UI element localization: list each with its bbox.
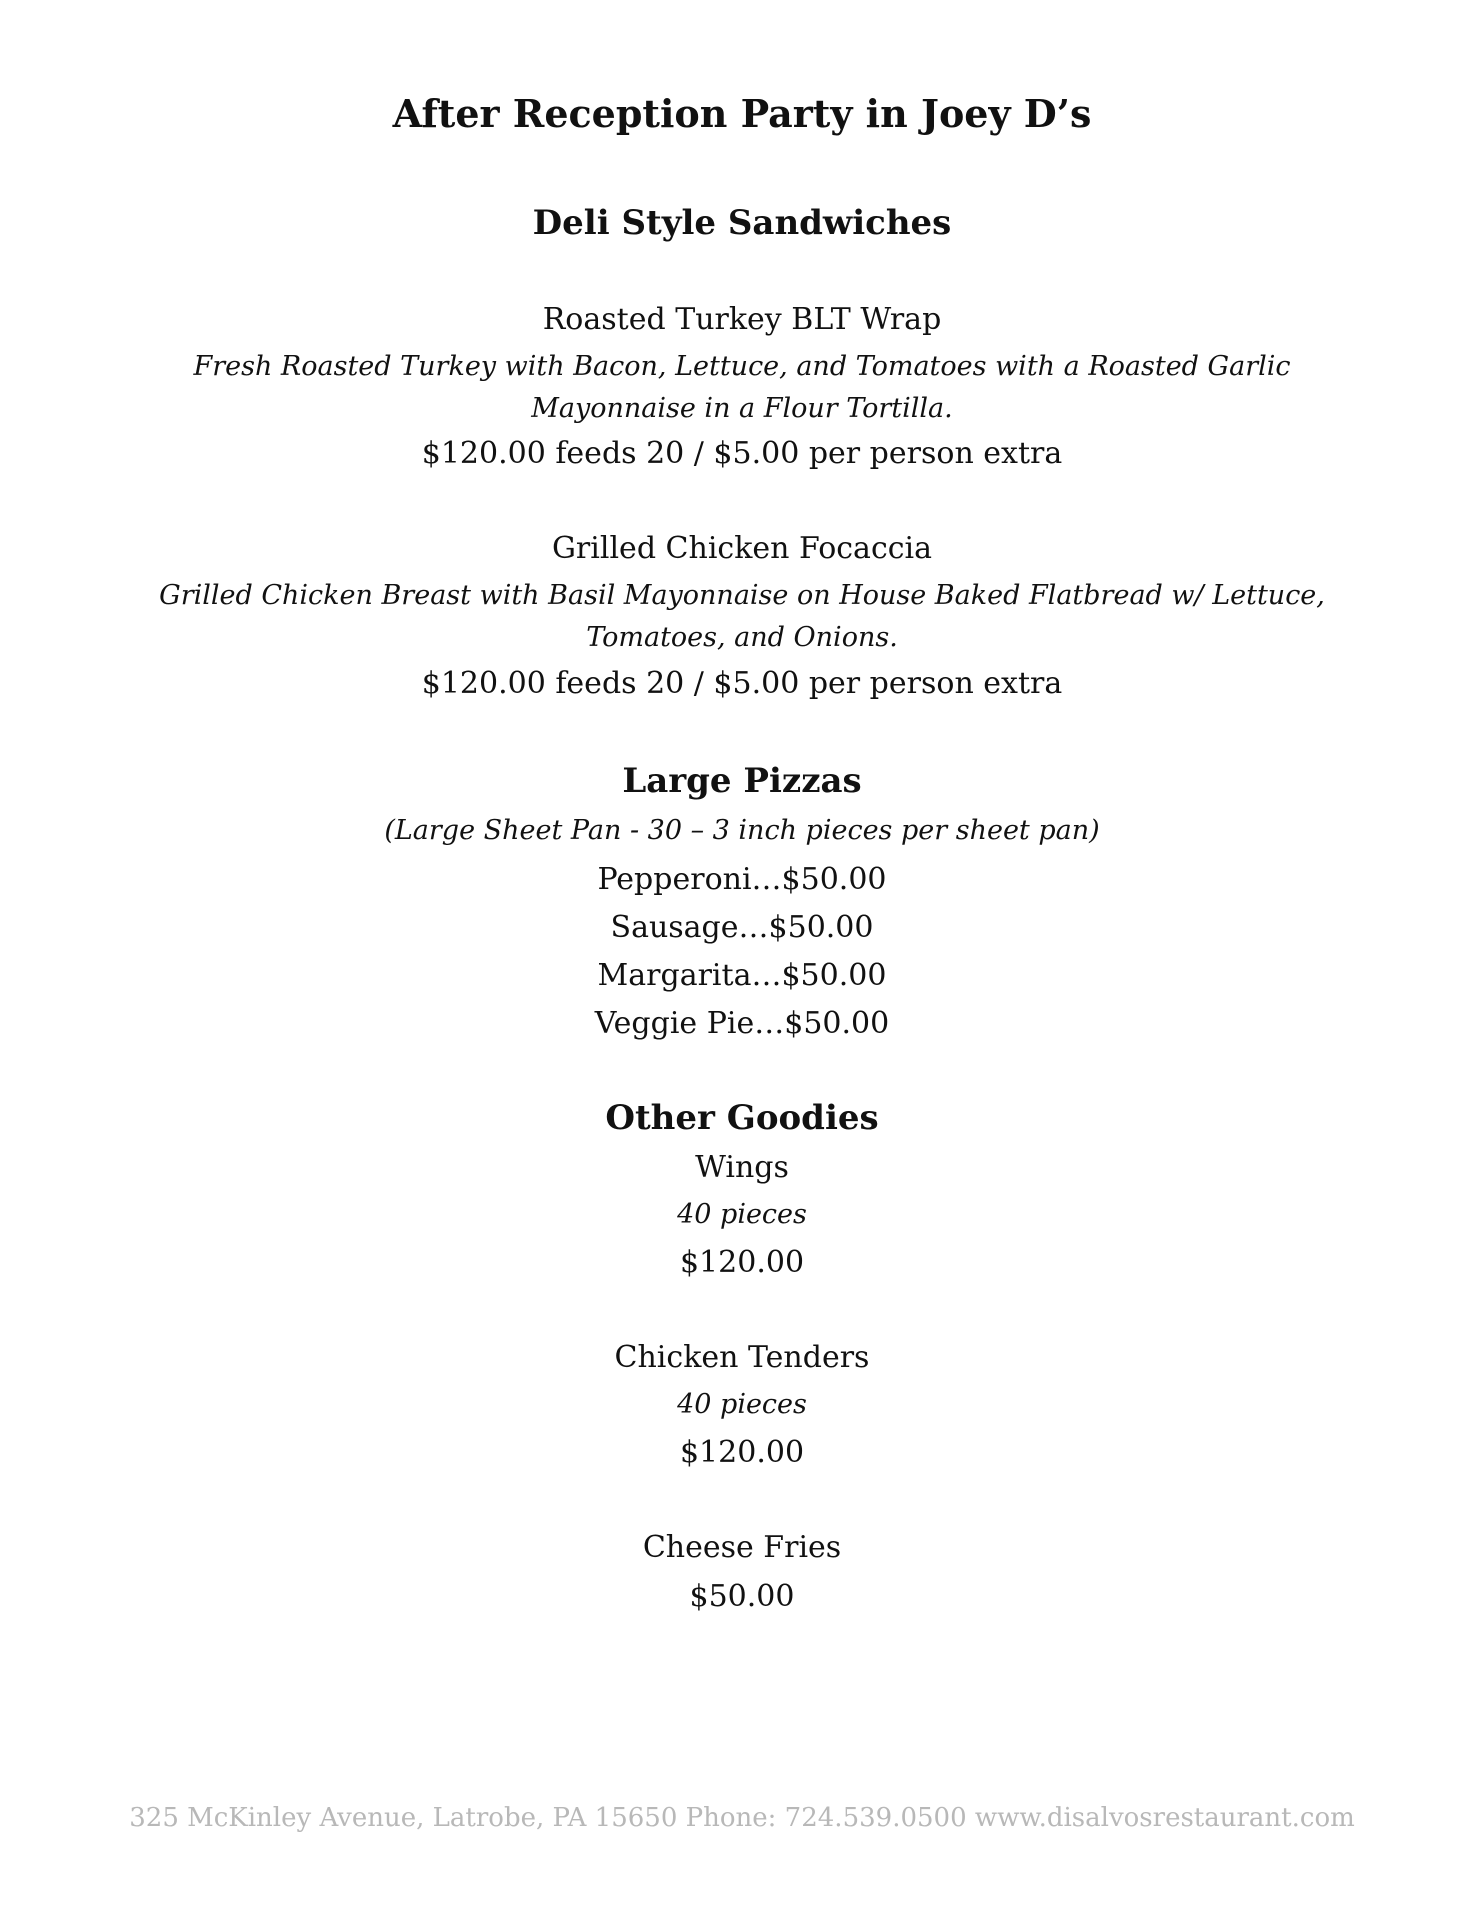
goodie-price: $120.00: [679, 1245, 805, 1280]
page-title: After Reception Party in Joey D’s: [392, 91, 1092, 136]
goodie-quantity: 40 pieces: [677, 1389, 807, 1420]
pizza-note: (Large Sheet Pan - 30 – 3 inch pieces per sheet pan): [384, 815, 1100, 846]
section-heading-sandwiches: Deli Style Sandwiches: [532, 203, 952, 243]
pizza-item: Pepperoni…$50.00: [597, 862, 887, 897]
goodie-price: $50.00: [689, 1579, 795, 1614]
section-heading-pizzas: Large Pizzas: [622, 761, 862, 801]
goodie-name: Cheese Fries: [642, 1530, 842, 1565]
menu-item-name: Grilled Chicken Focaccia: [551, 531, 933, 566]
pizza-item: Margarita…$50.00: [597, 958, 887, 993]
goodie-name: Wings: [695, 1150, 789, 1185]
section-heading-goodies: Other Goodies: [605, 1098, 879, 1138]
menu-item-description: Grilled Chicken Breast with Basil Mayonnaise on House Baked Flatbread w/ Lettuce, Tomatoes, and Onions.: [159, 580, 1325, 653]
pizza-item: Veggie Pie…$50.00: [594, 1006, 890, 1041]
goodie-name: Chicken Tenders: [614, 1340, 870, 1375]
goodie-quantity: 40 pieces: [677, 1199, 807, 1230]
menu-item-description: Fresh Roasted Turkey with Bacon, Lettuce, and Tomatoes with a Roasted Garlic Mayonnaise in a Flour Tortilla.: [193, 351, 1291, 424]
menu-item-price: $120.00 feeds 20 / $5.00 per person extra: [421, 666, 1063, 701]
goodie-price: $120.00: [679, 1435, 805, 1470]
pizza-item: Sausage…$50.00: [610, 910, 874, 945]
footer-contact: 325 McKinley Avenue, Latrobe, PA 15650 Phone: 724.539.0500 www.disalvosrestaurant.com: [129, 1803, 1355, 1833]
menu-item-name: Roasted Turkey BLT Wrap: [542, 302, 942, 337]
menu-item-price: $120.00 feeds 20 / $5.00 per person extra: [421, 436, 1063, 471]
